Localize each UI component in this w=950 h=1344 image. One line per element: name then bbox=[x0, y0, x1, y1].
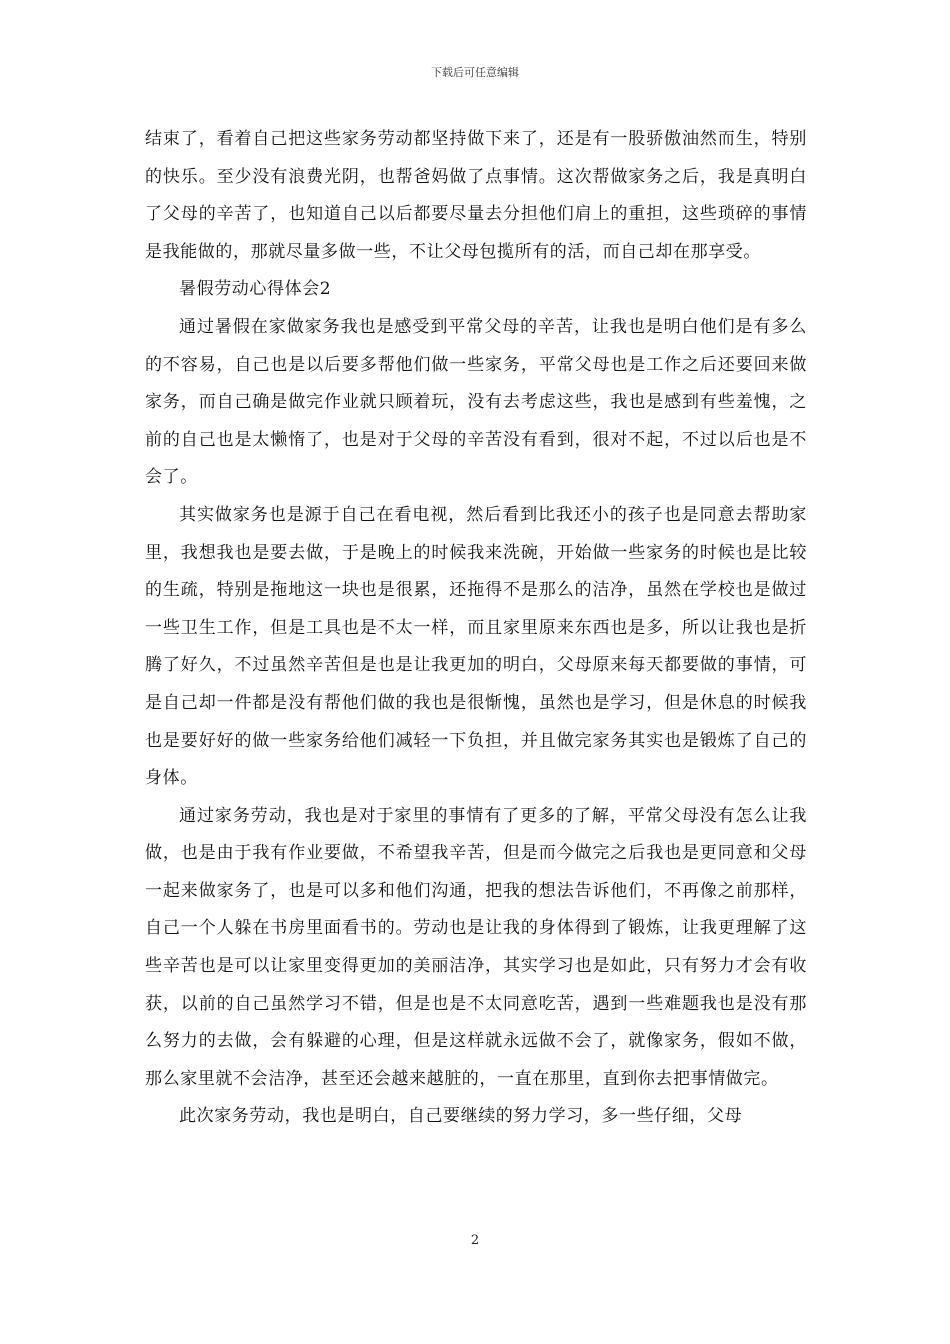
document-body bbox=[145, 121, 807, 1136]
page-number: 2 bbox=[470, 1233, 480, 1248]
section-heading: 暑假劳动心得体会2 bbox=[179, 279, 332, 300]
paragraph: 通过家务劳动，我也是对于家里的事情有了更多的了解，平常父母没有怎么让我做，也是由于我有作业要做，不希望我辛苦，但是而今做完之后我也是更同意和父母一起来做家务了，也是可以多和他们沟通，把我的想法告诉他们，不再像之前那样，自己一个人躲在书房里面看书的。劳动也是让我的身体得到了锻炼，让我更理解了这些辛苦也是可以让家里变得更加的美丽洁净，其实学习也是如此，只有努力才会有收获，以前的自己虽然学习不错，但是也是不太同意吃苦，遇到一些难题我也是没有那么努力的去做，会有躲避的心理，但是这样就永远做不会了，就像家务，假如不做，那么家里就不会洁净，甚至还会越来越脏的，一直在那里，直到你去把事情做完。 bbox=[145, 805, 807, 1089]
paragraph: 其实做家务也是源于自己在看电视，然后看到比我还小的孩子也是同意去帮助家里，我想我也是要去做，于是晚上的时候我来洗碗，开始做一些家务的时候也是比较的生疏，特别是拖地这一块也是很累，还拖得不是那么的洁净，虽然在学校也是做过一些卫生工作，但是工具也是不太一样，而且家里原来东西也是多，所以让我也是折腾了好久，不过虽然辛苦但是也是让我更加的明白，父母原来每天都要做的事情，可是自己却一件都是没有帮他们做的我也是很惭愧，虽然也是学习，但是休息的时候我也是要好好的做一些家务给他们减轻一下负担，并且做完家务其实也是锻炼了自己的身体。 bbox=[145, 504, 807, 789]
paragraph-continuation: 结束了，看着自己把这些家务劳动都坚持做下来了，还是有一股骄傲油然而生，特别的快乐。至少没有浪费光阴，也帮爸妈做了点事情。这次帮做家务之后，我是真明白了父母的辛苦了，也知道自己以后都要尽量去分担他们肩上的重担，这些琐碎的事情是我能做的，那就尽量多做一些，不让父母包揽所有的活，而自己却在那享受。 bbox=[145, 129, 807, 262]
paragraph: 通过暑假在家做家务我也是感受到平常父母的辛苦，让我也是明白他们是有多么的不容易，自己也是以后要多帮他们做一些家务，平常父母也是工作之后还要回来做家务，而自己确是做完作业就只顾着玩，没有去考虑这些，我也是感到有些羞愧，之前的自己也是太懒惰了，也是对于父母的辛苦没有看到，很对不起，不过以后也是不会了。 bbox=[145, 316, 807, 488]
paragraph: 此次家务劳动，我也是明白，自己要继续的努力学习，多一些仔细，父母 bbox=[179, 1106, 743, 1127]
page-header: 下载后可任意编辑 bbox=[431, 66, 519, 79]
